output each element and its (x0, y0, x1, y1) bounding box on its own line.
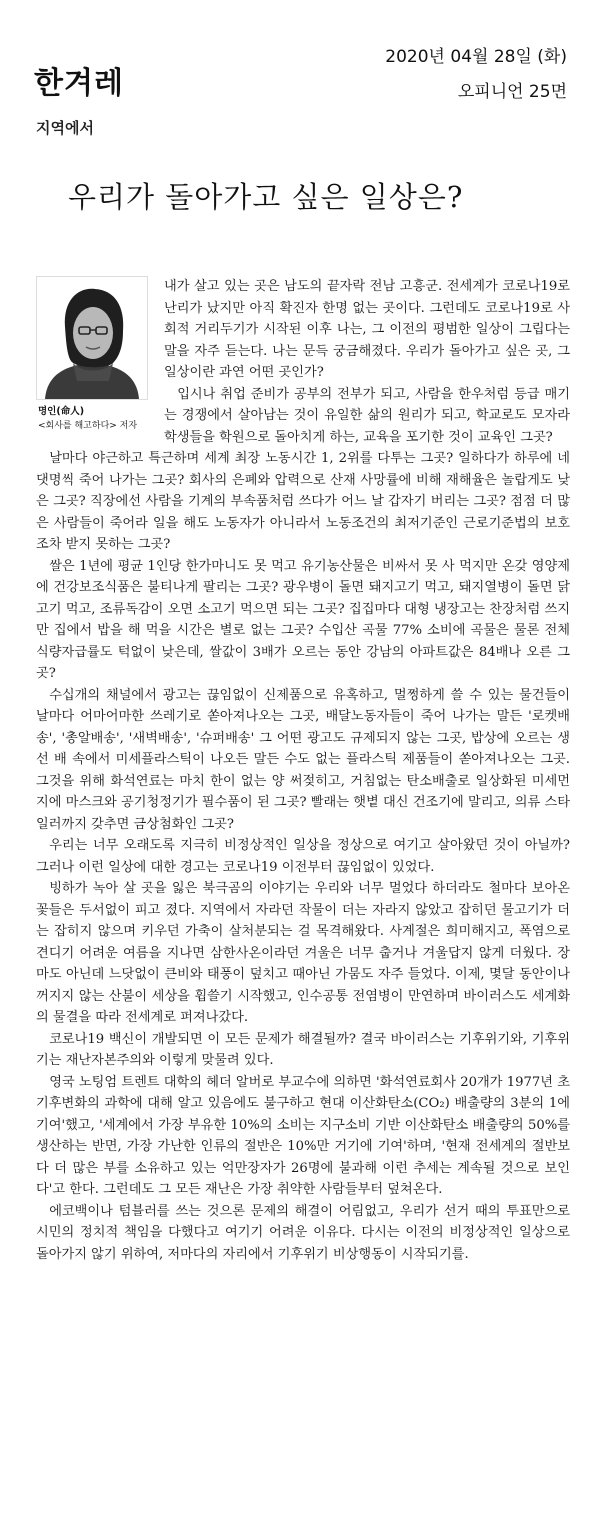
photo-spacer (36, 276, 164, 441)
paragraph: 수십개의 채널에서 광고는 끊임없이 신제품으로 유혹하고, 멀쩡하게 쓸 수 있는 물건들이 날마다 어마어마한 쓰레기로 쏟아져나오는 그곳, 배달노동자들이 죽어 나가는 말든 '로켓배송', '총알배송', '새벽배송', '슈퍼배송' 그 어떤 광고도 규제되지 않는 그곳, 밥상에 오르는 생선 배 속에서 미세플라스틱이 나오든 말든 수도 없는 플라스틱 제품들이 쏟아져나오는 그곳. 그것을 위해 화석연료는 마치 한이 없는 양 써젖히고, 거침없는 탄소배출로 일상화된 미세먼지에 마스크와 공기청정기가 필수품이 된 그곳? 빨래는 햇볕 대신 건조기에 말리고, 의류 스타일러까지 갖추면 금상첨화인 그곳? (36, 687, 570, 832)
paragraph: 에코백이나 텀블러를 쓰는 것으론 문제의 해결이 어림없고, 우리가 선거 때의 투표만으로 시민의 정치적 책임을 다했다고 여기기 어려운 이유다. 다시는 이전의 비정상적인 일상으로 돌아가지 않기 위하여, 저마다의 자리에서 기후위기 비상행동이 시작되기를. (36, 1203, 570, 1262)
publication-date: 2020년 04월 28일 (화) (385, 47, 567, 67)
paragraph: 쌀은 1년에 평균 1인당 한가마니도 못 먹고 유기농산물은 비싸서 못 사 먹지만 온갖 영양제에 건강보조식품은 불티나게 팔리는 그곳? 광우병이 돌면 돼지고기 먹고, 돼지열병이 돌면 닭고기 먹고, 조류독감이 오면 소고기 먹으면 되는 그곳? 집집마다 대형 냉장고는 찬장처럼 쓰지만 집에서 밥을 해 먹을 시간은 별로 없는 그곳? 수입산 곡물 77% 소비에 곡물은 물론 전체 식량자급률도 턱없이 낮은데, 쌀값이 3배가 오르는 동안 강남의 아파트값은 84배나 오른 그곳? (36, 558, 570, 681)
paragraph: 입시나 취업 준비가 공부의 전부가 되고, 사람을 한우처럼 등급 매기는 경쟁에서 살아남는 것이 유일한 삶의 원리가 되고, 학교로도 모자라 학생들을 학원으로 돌아치게 하는, 교육을 포기한 것이 교육인 그곳? (164, 386, 570, 445)
author-name: 명인(命人) (38, 406, 85, 417)
article-body (36, 276, 570, 1265)
page-info: 오피니언 25면 (457, 82, 567, 102)
newspaper-masthead: 한겨레 (34, 66, 124, 101)
paragraph: 빙하가 녹아 살 곳을 잃은 북극곰의 이야기는 우리와 너무 멀었다 하더라도 철마다 보아온 꽃들은 두서없이 피고 졌다. 지역에서 자라던 작물이 더는 자라지 않았고 잡히던 물고기가 더는 잡히지 않으며 키우던 가축이 살처분되는 걸 목격해왔다. 사계절은 희미해지고, 폭염으로 견디기 어려운 여름을 지나면 삼한사온이라던 겨울은 너무 춥거나 겨울답지 않게 더웠다. 장마도 아닌데 느닷없이 큰비와 태풍이 덮치고 때아닌 가뭄도 자주 들었다. 이제, 몇달 동안이나 꺼지지 않는 산불이 세상을 휩쓸기 시작했고, 인수공통 전염병이 만연하며 바이러스도 세계화의 물결을 따라 전세계로 퍼져나갔다. (36, 881, 570, 1025)
paragraph: 날마다 야근하고 특근하며 세계 최장 노동시간 1, 2위를 다투는 그곳? 일하다가 하루에 네댓명씩 죽어 나가는 그곳? 회사의 은폐와 압력으로 산재 사망률에 비해 재해율은 놀랍게도 낮은 그곳? 직장에선 사람을 기계의 부속품처럼 쓰다가 어느 날 갑자기 버리는 그곳? 점점 더 많은 사람들이 죽어라 일을 해도 노동자가 아니라서 노동조건의 최저기준인 근로기준법의 보호조차 받지 못하는 그곳? (36, 451, 570, 552)
author-title: <회사를 해고하다> 저자 (38, 421, 138, 431)
paragraph: 영국 노팅엄 트렌트 대학의 헤더 알버로 부교수에 의하면 '화석연료회사 20개가 1977년 초 기후변화의 과학에 대해 알고 있음에도 불구하고 현대 이산화탄소(CO₂) 배출량의 3분의 1에 기여'했고, '세계에서 가장 부유한 10%의 소비는 지구소비 기반 이산화탄소 배출량의 50%를 생산하는 반면, 가장 가난한 인류의 절반은 10%만 거기에 기여'하며, '현재 전세계의 절반보다 더 많은 부를 소유하고 있는 억만장자가 26명에 불과해 이런 추세는 계속될 것으로 보인다'고 한다. 그런데도 그 모든 재난은 가장 취약한 사람들부터 덮쳐온다. (36, 1074, 570, 1197)
section-label: 지역에서 (36, 119, 94, 137)
article-headline: 우리가 돌아가고 싶은 일상은? (68, 180, 464, 214)
paragraph: 내가 살고 있는 곳은 남도의 끝자락 전남 고흥군. 전세계가 코로나19로 난리가 났지만 아직 확진자 한명 없는 곳이다. 그런데도 코로나19로 사회적 거리두기가 시작된 이후 나는, 그 이전의 평범한 일상이 그립다는 말을 자주 듣는다. 나는 문득 궁금해졌다. 우리가 돌아가고 싶은 곳, 그 일상이란 과연 어떤 곳인가? (164, 279, 570, 380)
paragraph: 코로나19 백신이 개발되면 이 모든 문제가 해결될까? 결국 바이러스는 기후위기와, 기후위기는 재난자본주의와 이렇게 맞물려 있다. (36, 1031, 570, 1068)
paragraph: 우리는 너무 오래도록 지극히 비정상적인 일상을 정상으로 여기고 살아왔던 것이 아닐까? 그러나 이런 일상에 대한 경고는 코로나19 이전부터 끊임없이 있었다. (36, 838, 570, 875)
